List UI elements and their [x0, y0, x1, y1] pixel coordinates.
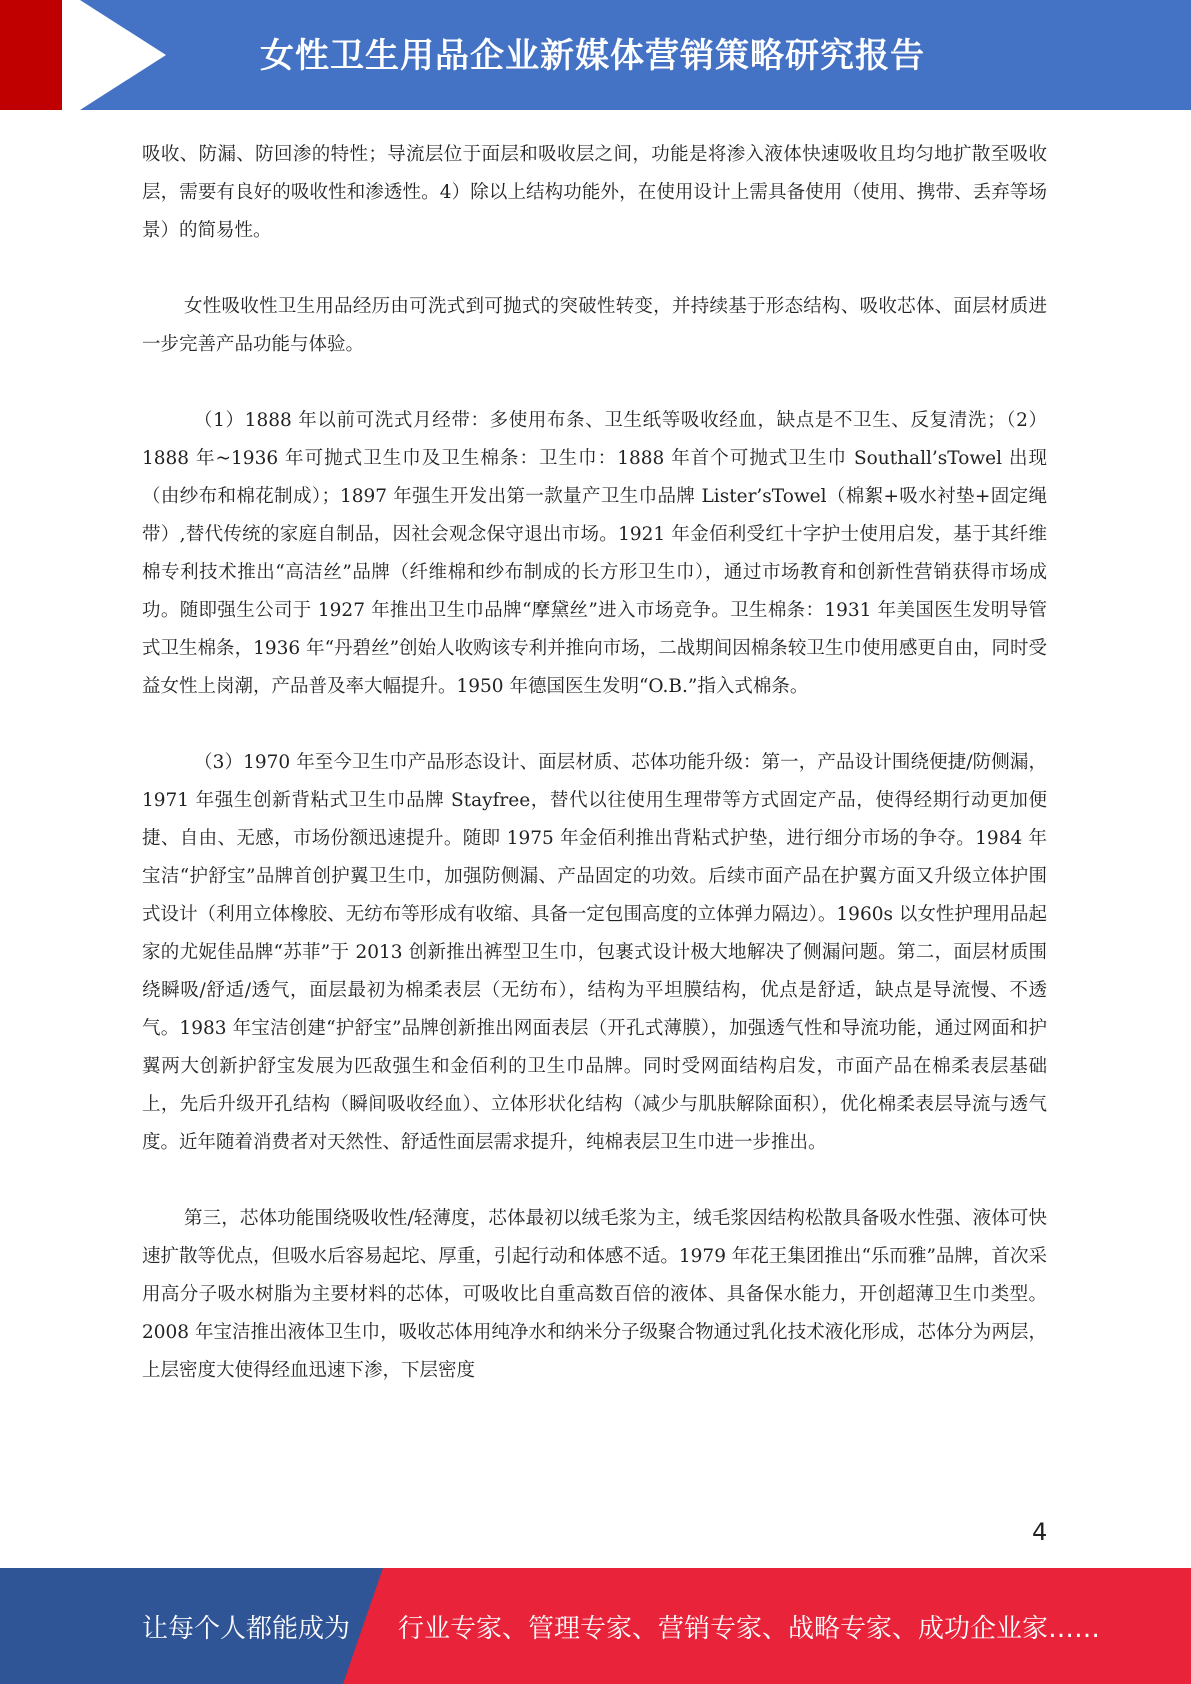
paragraph: 第三，芯体功能围绕吸收性/轻薄度，芯体最初以绒毛浆为主，绒毛浆因结构松散具备吸水性强、液体可快速扩散等优点，但吸水后容易起坨、厚重，引起行动和体感不适。1979 年花王集团推出“乐而雅”品牌，首次采用高分子吸水树脂为主要材料的芯体，可吸收比自重高数百倍的液体、具备保水能力，开创超薄卫生巾类型。2008 年宝洁推出液体卫生巾，吸收芯体用纯净水和纳米分子级聚合物通过乳化技术液化形成，芯体分为两层，上层密度大使得经血迅速下渗，下层密度	[142, 1208, 1047, 1381]
page-header	[0, 0, 1191, 110]
paragraph: 吸收、防漏、防回渗的特性；导流层位于面层和吸收层之间，功能是将渗入液体快速吸收且均匀地扩散至吸收层，需要有良好的吸收性和渗透性。4）除以上结构功能外，在使用设计上需具备使用（使用、携带、丢弃等场景）的简易性。	[142, 144, 1047, 241]
body-text	[142, 136, 1047, 1428]
footer-slogan-left: 让每个人都能成为	[142, 1614, 351, 1644]
report-title: 女性卫生用品企业新媒体营销策略研究报告	[260, 36, 925, 76]
footer-slogan-right: 行业专家、管理专家、营销专家、战略专家、成功企业家……	[398, 1614, 1101, 1644]
page-footer	[0, 1568, 1191, 1684]
page-number: 4	[1032, 1518, 1048, 1546]
paragraph: （1）1888 年以前可洗式月经带：多使用布条、卫生纸等吸收经血，缺点是不卫生、反复清洗；（2）1888 年~1936 年可抛式卫生巾及卫生棉条：卫生巾：1888 年首个可抛式卫生巾 Southall’sTowel 出现（由纱布和棉花制成）；1897 年强生开发出第一款量产卫生巾品牌 Lister’sTowel（棉絮+吸水衬垫+固定绳带）,替代传统的家庭自制品，因社会观念保守退出市场。1921 年金佰利受红十字护士使用启发，基于其纤维棉专利技术推出“高洁丝”品牌（纤维棉和纱布制成的长方形卫生巾），通过市场教育和创新性营销获得市场成功。随即强生公司于 1927 年推出卫生巾品牌“摩黛丝”进入市场竞争。卫生棉条：1931 年美国医生发明导管式卫生棉条，1936 年“丹碧丝”创始人收购该专利并推向市场，二战期间因棉条较卫生巾使用感更自由，同时受益女性上岗潮，产品普及率大幅提升。1950 年德国医生发明“O.B.”指入式棉条。	[142, 410, 1047, 697]
paragraph: （3）1970 年至今卫生巾产品形态设计、面层材质、芯体功能升级：第一，产品设计围绕便捷/防侧漏，1971 年强生创新背粘式卫生巾品牌 Stayfree，替代以往使用生理带等方式固定产品，使得经期行动更加便捷、自由、无感，市场份额迅速提升。随即 1975 年金佰利推出背粘式护垫，进行细分市场的争夺。1984 年宝洁“护舒宝”品牌首创护翼卫生巾，加强防侧漏、产品固定的功效。后续市面产品在护翼方面又升级立体护围式设计（利用立体橡胶、无纺布等形成有收缩、具备一定包围高度的立体弹力隔边）。1960s 以女性护理用品起家的尤妮佳品牌“苏菲”于 2013 创新推出裤型卫生巾，包裹式设计极大地解决了侧漏问题。第二，面层材质围绕瞬吸/舒适/透气，面层最初为棉柔表层（无纺布），结构为平坦膜结构，优点是舒适，缺点是导流慢、不透气。1983 年宝洁创建“护舒宝”品牌创新推出网面表层（开孔式薄膜），加强透气性和导流功能，通过网面和护翼两大创新护舒宝发展为匹敌强生和金佰利的卫生巾品牌。同时受网面结构启发，市面产品在棉柔表层基础上，先后升级开孔结构（瞬间吸收经血）、立体形状化结构（减少与肌肤解除面积），优化棉柔表层导流与透气度。近年随着消费者对天然性、舒适性面层需求提升，纯棉表层卫生巾进一步推出。	[142, 752, 1047, 1153]
paragraph: 女性吸收性卫生用品经历由可洗式到可抛式的突破性转变，并持续基于形态结构、吸收芯体、面层材质进一步完善产品功能与体验。	[142, 296, 1047, 355]
